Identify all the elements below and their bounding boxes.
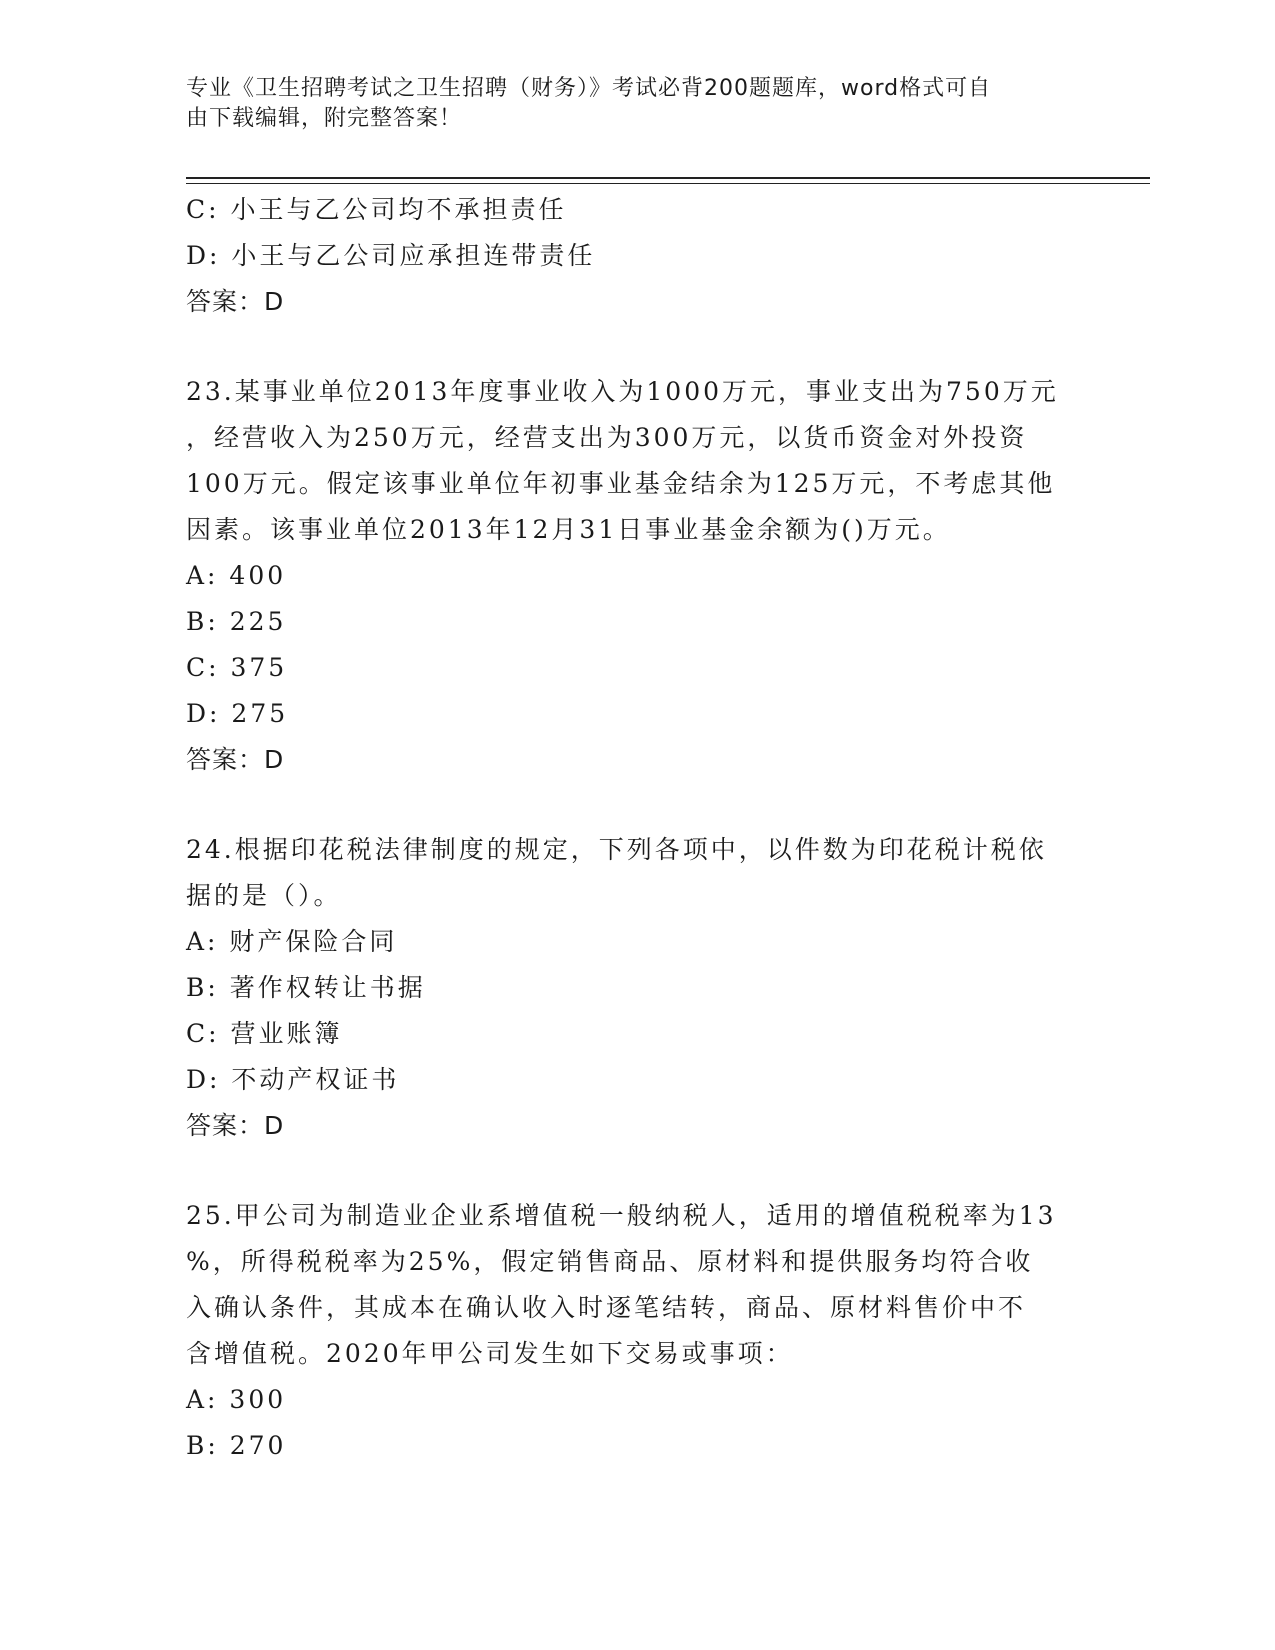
question-22-tail (186, 187, 1086, 325)
question-stem-line: 100万元。假定该事业单位年初事业基金结余为125万元，不考虑其他 (186, 469, 1056, 498)
question-stem-line: %，所得税税率为25%，假定销售商品、原材料和提供服务均符合收 (186, 1247, 1034, 1276)
answer: 答案：D (186, 1111, 285, 1140)
header-line-2: 由下载编辑，附完整答案！ (186, 106, 463, 131)
option-d: D: 不动产权证书 (186, 1065, 400, 1094)
question-25 (186, 1193, 1086, 1469)
question-stem-line: 24.根据印花税法律制度的规定，下列各项中，以件数为印花税计税依 (186, 835, 1047, 864)
question-24 (186, 827, 1086, 1149)
option-a: A: 财产保险合同 (186, 927, 398, 956)
option-a: A: 400 (186, 561, 287, 590)
question-stem-line: 23.某事业单位2013年度事业收入为1000万元，事业支出为750万元 (186, 377, 1059, 406)
option-c: C: 小王与乙公司均不承担责任 (186, 195, 567, 224)
document-body (186, 187, 1086, 1469)
header-divider-thick (186, 177, 1150, 179)
question-stem-line: ，经营收入为250万元，经营支出为300万元，以货币资金对外投资 (186, 423, 1028, 452)
option-b: B: 著作权转让书据 (186, 973, 426, 1002)
answer: 答案：D (186, 745, 285, 774)
option-b: B: 225 (186, 607, 287, 636)
question-stem-line: 含增值税。2020年甲公司发生如下交易或事项： (186, 1339, 794, 1368)
option-a: A: 300 (186, 1385, 287, 1414)
option-c: C: 375 (186, 653, 288, 682)
question-stem-line: 入确认条件，其成本在确认收入时逐笔结转，商品、原材料售价中不 (186, 1293, 1027, 1322)
option-d: D: 275 (186, 699, 289, 728)
header-divider-thin (186, 183, 1150, 184)
answer: 答案：D (186, 287, 285, 316)
question-stem-line: 25.甲公司为制造业企业系增值税一般纳税人，适用的增值税税率为13 (186, 1201, 1057, 1230)
header-line-1: 专业《卫生招聘考试之卫生招聘（财务）》考试必背200题题库，word格式可自 (186, 76, 992, 101)
option-b: B: 270 (186, 1431, 287, 1460)
question-stem-line: 据的是（）。 (186, 881, 342, 910)
option-c: C: 营业账簿 (186, 1019, 343, 1048)
option-d: D: 小王与乙公司应承担连带责任 (186, 241, 596, 270)
document-header (186, 74, 1086, 134)
question-23 (186, 369, 1086, 783)
question-stem-line: 因素。该事业单位2013年12月31日事业基金余额为()万元。 (186, 515, 951, 544)
